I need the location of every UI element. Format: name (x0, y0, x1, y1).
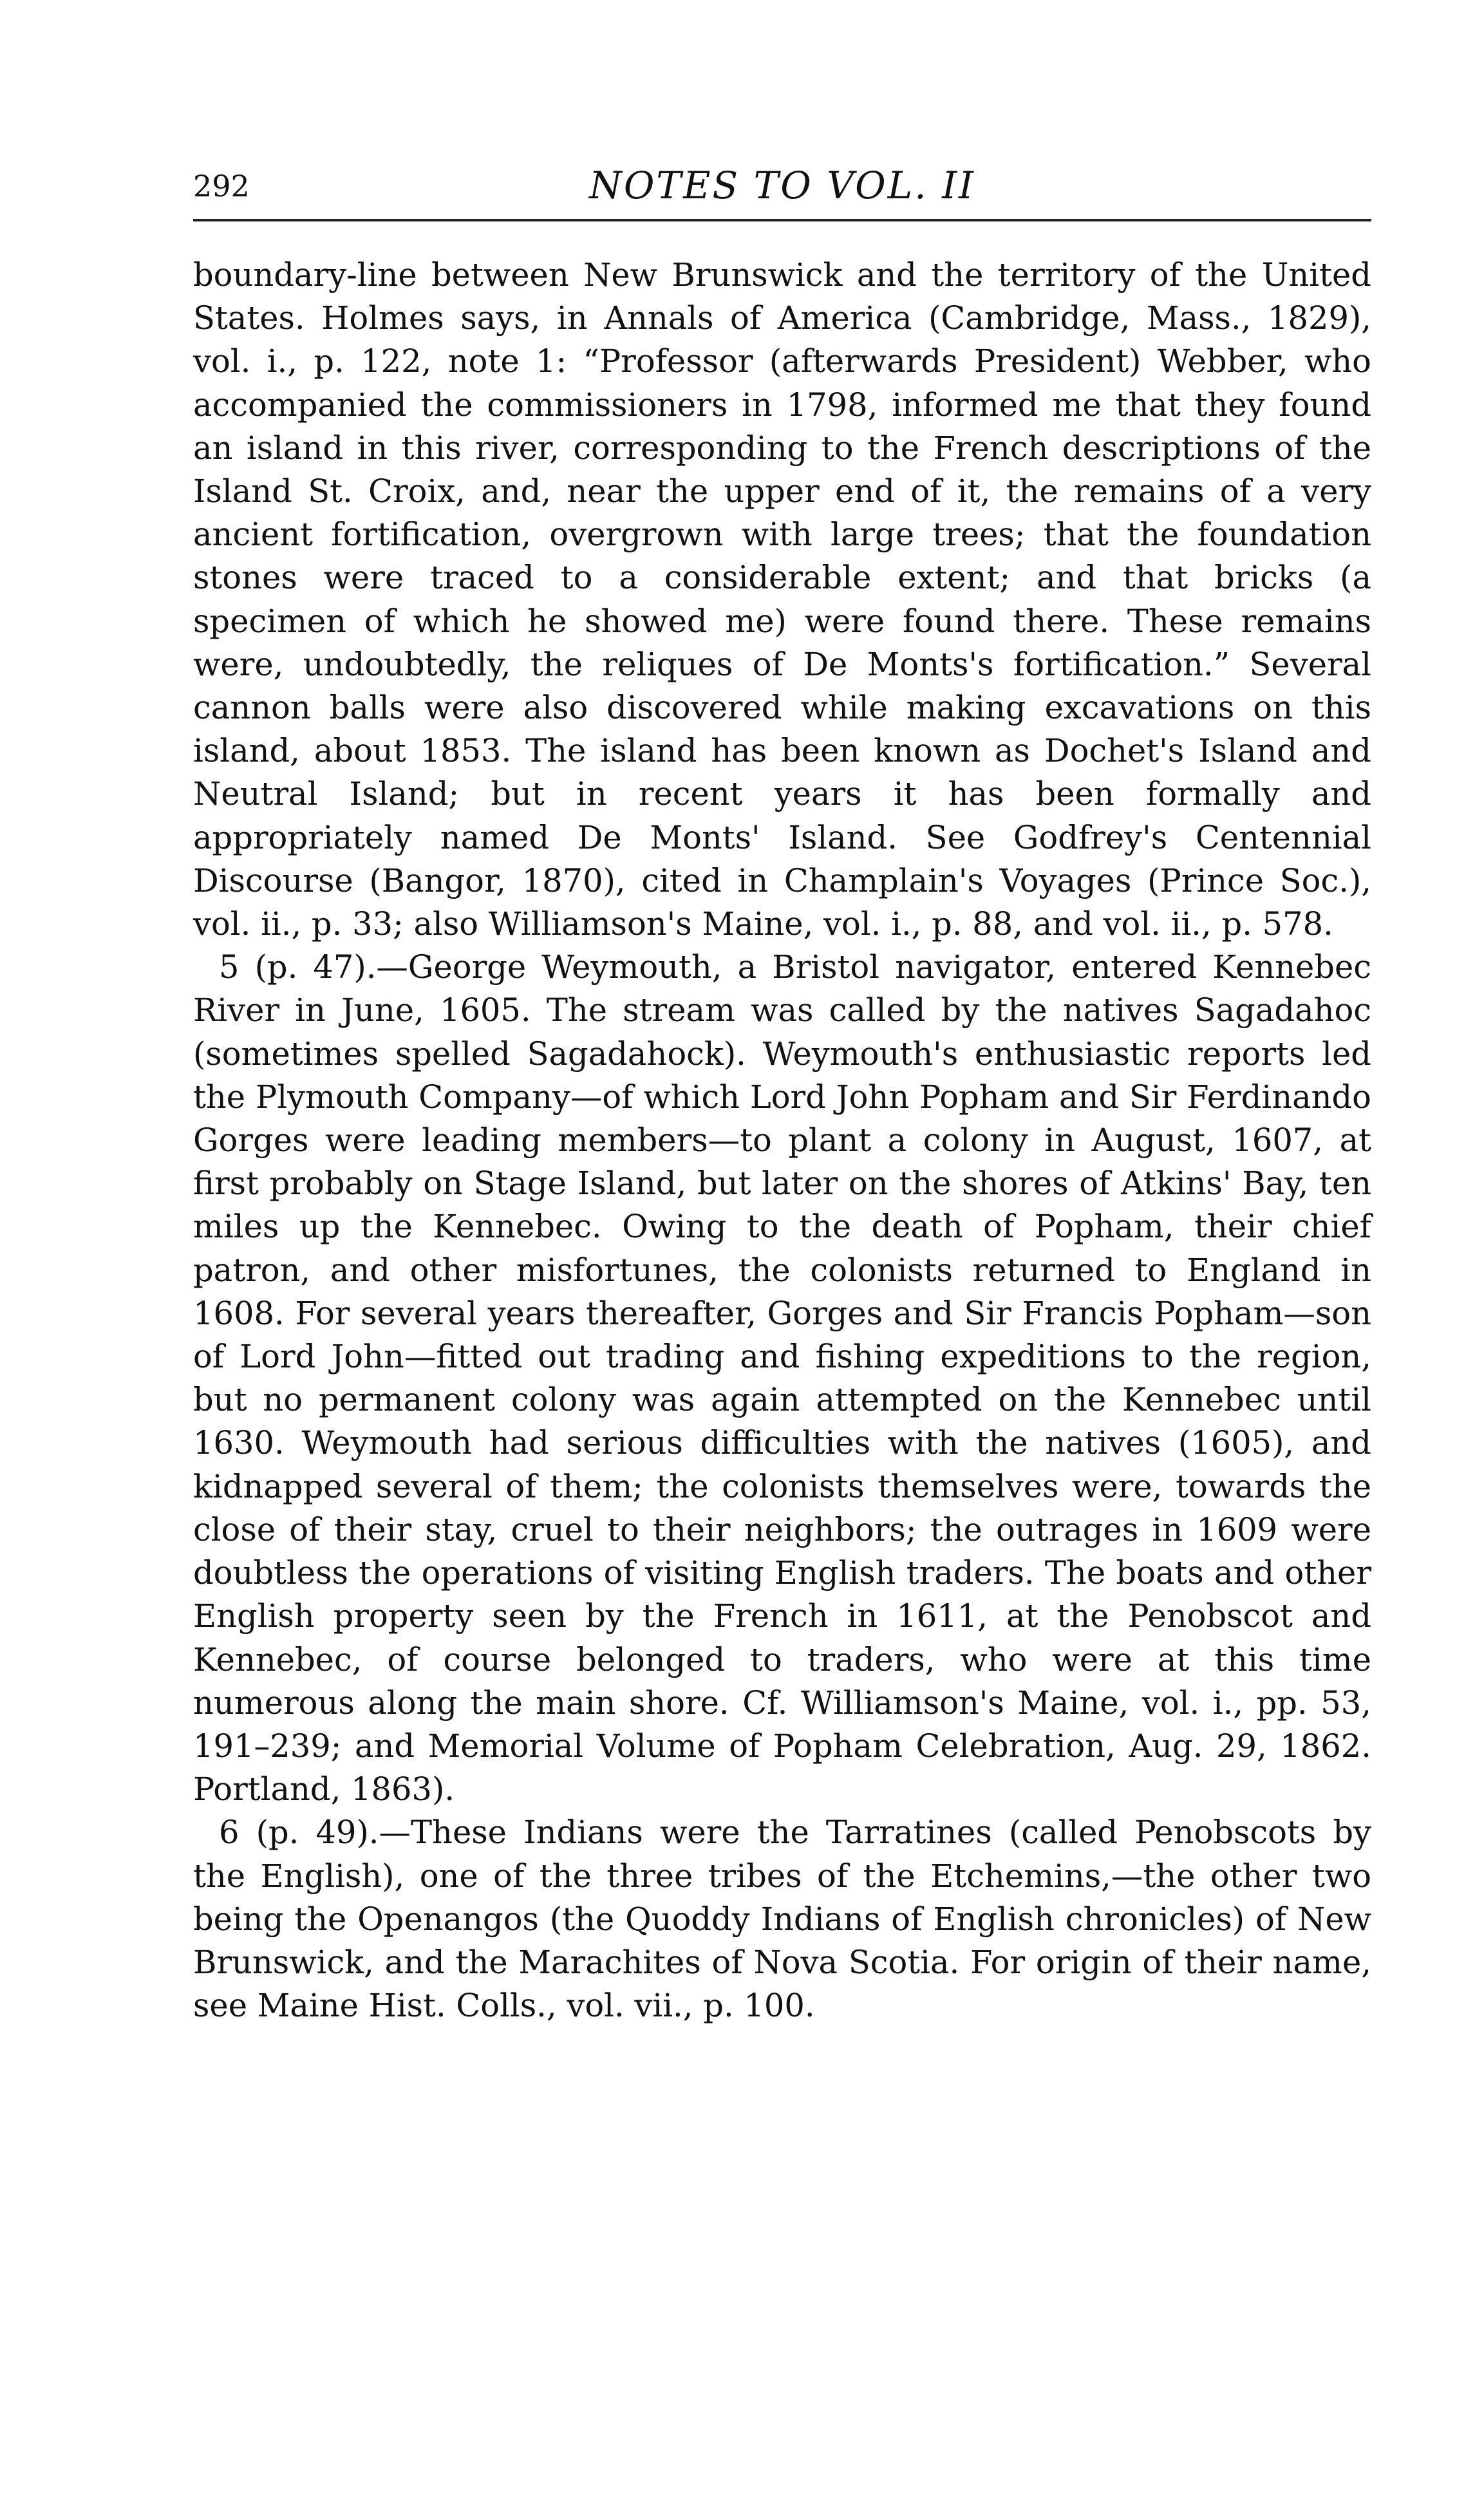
paragraph-continuation: boundary-line between New Brunswick and the territory of the United States. Holmes says, in Annals of America (Cambridge, Mass., 1829), vol. i., p. 122, note 1: “Professor (afterwards President) Webber, who accompanied the commissioners in 1798, informed me that they found an island in this river, corresponding to the French descriptions of the Island St. Croix, and, near the upper end of it, the remains of a very ancient fortification, overgrown with large trees; that the foundation stones were traced to a considerable extent; and that bricks (a specimen of which he showed me) were found there. These remains were, undoubtedly, the reliques of De Monts's fortification.” Several cannon balls were also discovered while making excavations on this island, about 1853. The island has been known as Dochet's Island and Neutral Island; but in recent years it has been formally and appropriately named De Monts' Island. See Godfrey's Centennial Discourse (Bangor, 1870), cited in Champlain's Voyages (Prince Soc.), vol. ii., p. 33; also Williamson's Maine, vol. i., p. 88, and vol. ii., p. 578. (193, 256, 1371, 943)
note-5: 5 (p. 47).—George Weymouth, a Bristol navigator, entered Kennebec River in June, 1605. The stream was called by the natives Sagadahoc (sometimes spelled Sagadahock). Weymouth's enthusiastic reports led the Plymouth Company—of which Lord John Popham and Sir Ferdinando Gorges were leading members—to plant a colony in August, 1607, at first probably on Stage Island, but later on the shores of Atkins' Bay, ten miles up the Kennebec. Owing to the death of Popham, their chief patron, and other misfortunes, the colonists returned to England in 1608. For several years thereafter, Gorges and Sir Francis Popham—son of Lord John—fitted out trading and fishing expeditions to the region, but no permanent colony was again attempted on the Kennebec until 1630. Weymouth had serious difficulties with the natives (1605), and kidnapped several of them; the colonists themselves were, towards the close of their stay, cruel to their neighbors; the outrages in 1609 were doubtless the operations of visiting English traders. The boats and other English property seen by the French in 1611, at the Penobscot and Kennebec, of course belonged to traders, who were at this time numerous along the main shore. Cf. Williamson's Maine, vol. i., pp. 53, 191–239; and Memorial Volume of Popham Celebration, Aug. 29, 1862. Portland, 1863). (193, 948, 1371, 1808)
running-head: NOTES TO VOL. II (589, 164, 975, 207)
body-text (193, 254, 1371, 2027)
document-page (193, 155, 1371, 2027)
note-6: 6 (p. 49).—These Indians were the Tarratines (called Penobscots by the English), one of the three tribes of the Etchemins,—the other two being the Openangos (the Quoddy Indians of English chronicles) of New Brunswick, and the Marachites of Nova Scotia. For origin of their name, see Maine Hist. Colls., vol. vii., p. 100. (193, 1814, 1371, 2025)
page-number: 292 (193, 169, 250, 203)
page-header (193, 155, 1371, 221)
